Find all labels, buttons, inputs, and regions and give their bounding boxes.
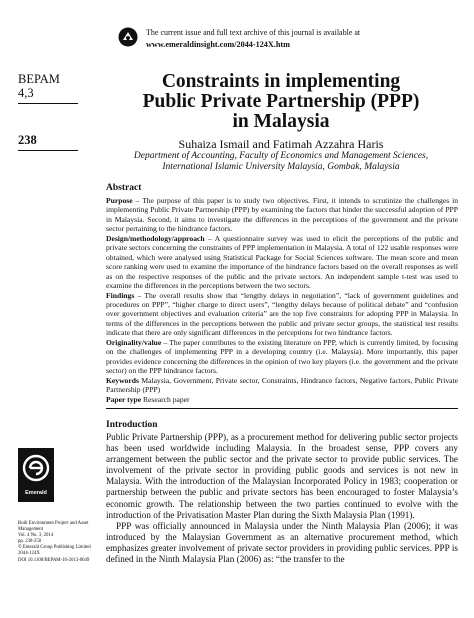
- article-title-line-1: Constraints in implementing: [161, 71, 401, 92]
- page-number-divider: [18, 150, 78, 151]
- journal-code-name: BEPAM: [18, 72, 60, 86]
- header-journal-url[interactable]: www.emeraldinsight.com/2044-124X.htm: [146, 40, 290, 49]
- journal-code-divider: [18, 103, 78, 104]
- article-title-line-3: in Malaysia: [232, 111, 330, 132]
- emerald-logo-wordmark: Emerald: [25, 490, 47, 496]
- abstract-findings-label: Findings: [106, 290, 135, 300]
- introduction-paragraph-2: PPP was officially announced in Malaysia under the Ninth Malaysia Plan (2006); it was introduced by the Malaysian Government as an alternative procurement method, which emphasizes greater involvement of private sector providers in providing public services. PPP is defined in the Ninth Malaysia Plan (2006) as: “the transfer to the: [106, 520, 458, 565]
- abstract-heading: Abstract: [106, 183, 142, 193]
- abstract-findings-text: – The overall results show that “lengthy delays in negotiation”, “lack of government guidelines and procedures on PPP”, “higher charge to direct users”, “lengthy delays because of political debate” and “confusion over government objectives and evaluation criteria” are the top five constraints for adopting PPP in Malaysia. In terms of the differences in the perceptions between the public and private sector groups, the statistical test results indicate that there are only significant differences in the perceptions for two hindrance factors.: [106, 290, 458, 338]
- journal-code: [18, 72, 60, 100]
- introduction-paragraph-1: Public Private Partnership (PPP), as a procurement method for delivering public sector projects has been used worldwide including Malaysia. In the broadest sense, PPP covers any arrangement between the public sector and the private sector to provide public services. The involvement of the private sector in providing public goods and services is not new in Malaysia. With the introduction of the Malaysian Incorporated Policy in 1983; cooperation or partnership between the public and private sectors has been encouraged to foster Malaysia’s economic growth. The relationship between the two parties continued to evolve with the introduction of the Privatisation Master Plan during the Sixth Malaysia Plan (1991).: [106, 432, 458, 520]
- affiliation-line-2: International Islamic University Malaysia, Gombak, Malaysia: [162, 162, 400, 172]
- abstract-purpose-text: – The purpose of this paper is to study two objectives. First, it intends to scrutinize the challenges in implementing Public Private Partnership (PPP) by examining the factors that hinder the successful adoption of PPP in Malaysia. Second, it aims to investigate the differences in the perceptions of the government and the private sector pertaining to the hindrance factors.: [106, 196, 458, 234]
- author-affiliation: [105, 151, 457, 173]
- citation-line-4: pp. 238-250: [18, 539, 42, 545]
- abstract-body: [106, 196, 458, 404]
- header-availability: [146, 27, 360, 51]
- abstract-originality-text: – The paper contributes to the existing literature on PPP, which is currently limited, by focusing on the challenges of implementing PPP in a developing country (i.e. Malaysia). More importantly, this paper provides evidence concerning the differences in the opinion of two key players (i.e. the government and the private sector) on the PPP hindrance factors.: [106, 337, 458, 376]
- abstract-originality-label: Originality/value: [106, 337, 162, 347]
- article-title: [105, 72, 457, 132]
- citation-line-7: DOI 10.1108/BEPAM-10-2013-0049: [18, 557, 90, 563]
- abstract-design-label: Design/methodology/approach: [106, 233, 205, 243]
- citation-line-3: Vol. 4 No. 3, 2014: [18, 533, 54, 539]
- introduction-body: [106, 432, 458, 565]
- abstract-paper-type: [106, 395, 458, 404]
- abstract-originality: [106, 338, 458, 376]
- abstract-keywords-label: Keywords: [106, 375, 139, 385]
- header-availability-text: The current issue and full text archive of this journal is available at: [146, 28, 361, 37]
- abstract-findings: [106, 291, 458, 338]
- abstract-keywords: [106, 376, 458, 395]
- journal-code-volume: 4,3: [18, 86, 34, 100]
- citation-line-5: © Emerald Group Publishing Limited: [18, 545, 91, 551]
- abstract-paper-type-text: Research paper: [141, 394, 190, 404]
- abstract-purpose-label: Purpose: [106, 196, 133, 205]
- abstract-design: [106, 234, 458, 291]
- affiliation-line-1: Department of Accounting, Faculty of Economics and Management Sciences,: [133, 151, 429, 161]
- abstract-paper-type-label: Paper type: [106, 394, 142, 404]
- abstract-divider: [106, 408, 458, 409]
- emerald-insight-logo-icon: [118, 27, 138, 47]
- article-authors: Suhaiza Ismail and Fatimah Azzahra Haris: [178, 137, 384, 151]
- abstract-purpose: [106, 196, 458, 234]
- citation-line-2: Management: [18, 527, 44, 533]
- page-number: 238: [18, 133, 37, 147]
- journal-citation-info: [18, 521, 100, 564]
- abstract-keywords-text: Malaysia, Government, Private sector, Constraints, Hindrance factors, Negative factors, Public Private Partnership (PPP): [106, 375, 458, 395]
- introduction-heading: Introduction: [106, 420, 158, 430]
- abstract-design-text: – A questionnaire survey was used to elicit the perceptions of the public and private sectors concerning the constraints of PPP implementation in Malaysia. A total of 122 usable responses were obtained, which were analysed using Statistical Package for Social Sciences software. The mean score and mean score ranking were used to examine the importance of the hindrance factors based on the overall responses as well as on the respective responses of the public and the private sectors. An independent sample t-test was used to examine the differences in the perceptions between the two sectors.: [106, 233, 458, 291]
- citation-line-1: Built Environment Project and Asset: [18, 521, 89, 526]
- citation-line-6: 2044-124X: [18, 551, 40, 557]
- article-title-line-2: Public Private Partnership (PPP): [142, 91, 420, 112]
